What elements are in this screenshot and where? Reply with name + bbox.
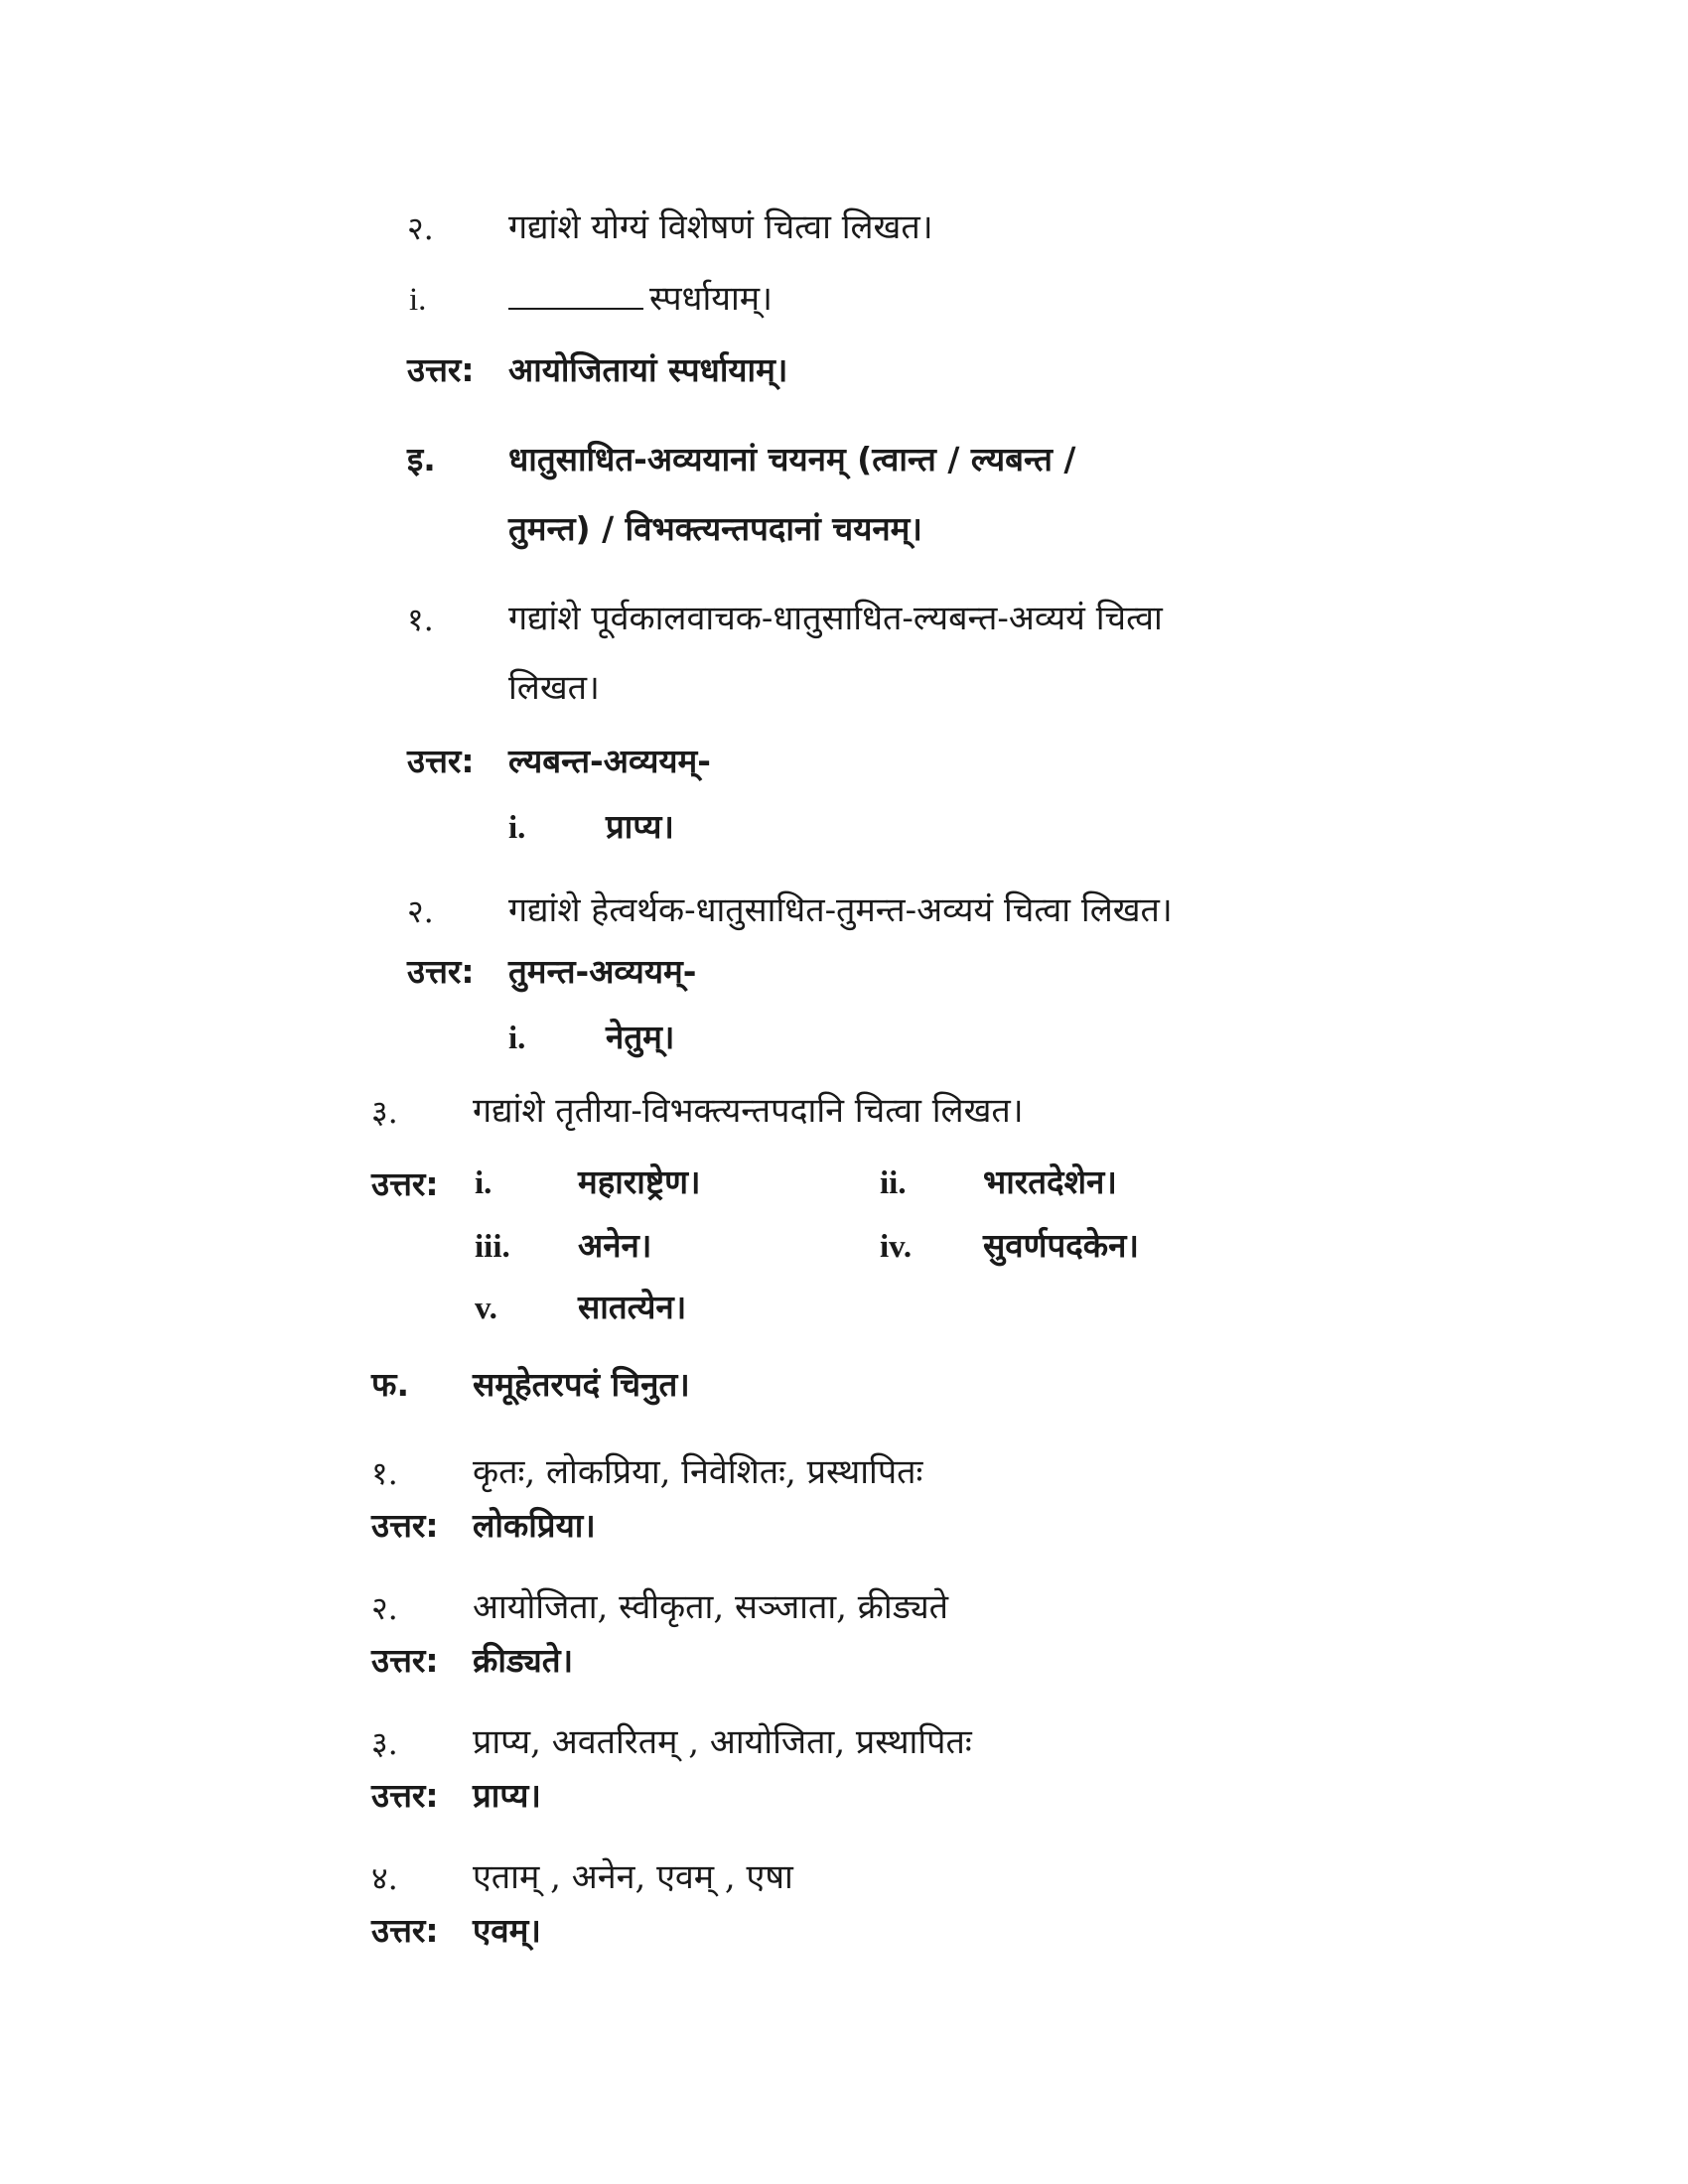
question-number: १. bbox=[371, 1454, 398, 1492]
answer-text: क्रीड्यते। bbox=[473, 1641, 574, 1680]
question-number: ४. bbox=[371, 1859, 398, 1897]
answer-item-text: सातत्येन। bbox=[578, 1288, 687, 1326]
question-number: २. bbox=[407, 892, 434, 930]
answer-label: उत्तर: bbox=[371, 1641, 439, 1680]
answer-item-text: महाराष्ट्रेण। bbox=[578, 1162, 701, 1201]
question-text: कृतः, लोकप्रिया, निवेशितः, प्रस्थापितः bbox=[473, 1452, 923, 1492]
answer-item-text: प्राप्य। bbox=[606, 807, 674, 846]
item-number: i. bbox=[409, 282, 427, 318]
answer-text: एवम्। bbox=[473, 1911, 541, 1950]
answer-label: उत्तर: bbox=[407, 952, 475, 991]
section-heading-line2: तुमन्त) / विभक्त्यन्तपदानां चयनम्। bbox=[508, 509, 922, 548]
question-text: प्राप्य, अवतरितम् , आयोजिता, प्रस्थापितः bbox=[473, 1722, 972, 1762]
answer-item-number: i. bbox=[475, 1165, 492, 1201]
answer-label: उत्तर: bbox=[371, 1776, 439, 1815]
question-text: गद्यांशे हेत्वर्थक-धातुसाधित-तुमन्त-अव्ययं चित्वा लिखत। bbox=[508, 890, 1173, 930]
answer-label: उत्तर: bbox=[407, 742, 475, 780]
answer-item-number: iii. bbox=[475, 1229, 510, 1265]
answer-item-text: नेतुम्। bbox=[606, 1018, 675, 1056]
blank-line bbox=[508, 282, 643, 310]
answer-text: तुमन्त-अव्ययम्- bbox=[508, 952, 697, 991]
answer-text: लोकप्रिया। bbox=[473, 1506, 596, 1545]
question-text: आयोजिता, स्वीकृता, सञ्जाता, क्रीड्यते bbox=[473, 1587, 949, 1627]
section-heading-line1: धातुसाधित-अव्ययानां चयनम् (त्वान्त / ल्यबन्त / bbox=[508, 440, 1076, 478]
question-number: ३. bbox=[371, 1093, 398, 1131]
section-number: इ. bbox=[407, 440, 436, 478]
item-text: स्पर्धायाम्। bbox=[649, 279, 773, 319]
answer-item-text: भारतदेशेन। bbox=[983, 1162, 1117, 1201]
answer-item-number: i. bbox=[508, 810, 526, 846]
answer-text: ल्यबन्त-अव्ययम्- bbox=[508, 742, 711, 780]
question-number: ३. bbox=[371, 1724, 398, 1762]
section-heading: समूहेतरपदं चिनुत। bbox=[473, 1365, 690, 1404]
question-text: गद्यांशे तृतीया-विभक्त्यन्तपदानि चित्वा लिखत। bbox=[473, 1091, 1024, 1131]
answer-item-text: अनेन। bbox=[578, 1226, 652, 1265]
answer-item-text: सुवर्णपदकेन। bbox=[983, 1226, 1139, 1265]
answer-text: आयोजितायां स्पर्धायाम्। bbox=[508, 350, 788, 389]
fill-blank-item bbox=[508, 279, 773, 319]
section-number: फ. bbox=[371, 1365, 409, 1404]
answer-item-number: ii. bbox=[880, 1165, 907, 1201]
question-number: २. bbox=[371, 1589, 398, 1627]
answer-label: उत्तर: bbox=[371, 1911, 439, 1950]
question-number: २. bbox=[407, 209, 434, 247]
answer-item-number: v. bbox=[475, 1291, 497, 1326]
answer-label: उत्तर: bbox=[371, 1506, 439, 1545]
answer-label: उत्तर: bbox=[371, 1164, 439, 1203]
answer-item-number: iv. bbox=[880, 1229, 913, 1265]
answer-text: प्राप्य। bbox=[473, 1776, 541, 1815]
question-text-line1: गद्यांशे पूर्वकालवाचक-धातुसाधित-ल्यबन्त-अव्ययं चित्वा bbox=[508, 599, 1163, 638]
question-text-line2: लिखत। bbox=[508, 668, 600, 708]
answer-item-number: i. bbox=[508, 1021, 526, 1056]
question-text: गद्यांशे योग्यं विशेषणं चित्वा लिखत। bbox=[508, 207, 933, 247]
question-text: एताम् , अनेन, एवम् , एषा bbox=[473, 1857, 793, 1897]
question-number: १. bbox=[407, 601, 434, 638]
answer-label: उत्तर: bbox=[407, 350, 475, 389]
